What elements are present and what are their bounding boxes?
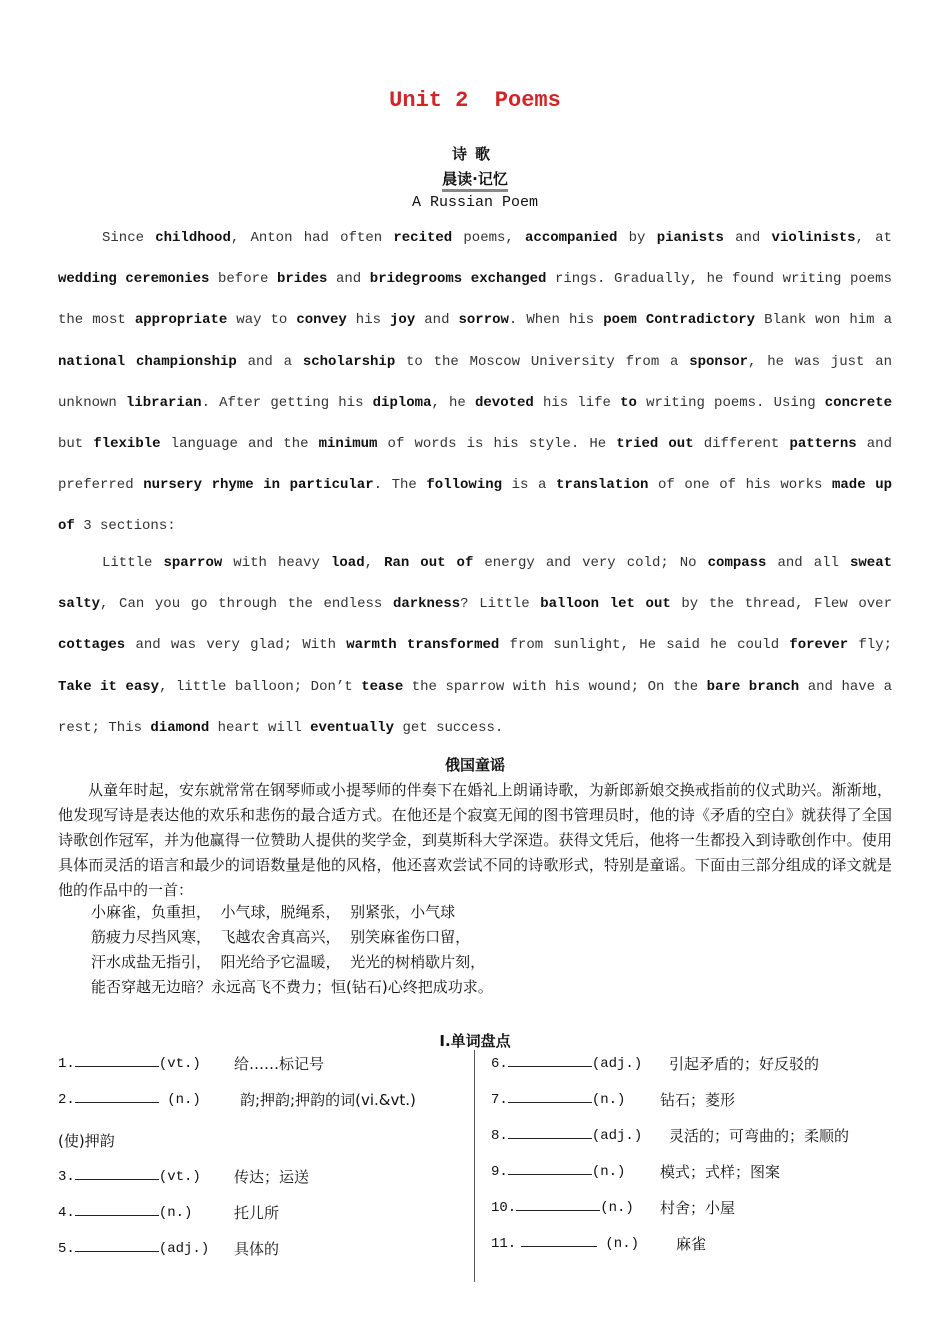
vocab-number: 1. xyxy=(58,1056,75,1072)
morning-read-label: 晨读·记忆 xyxy=(442,170,508,192)
vocab-item-7 xyxy=(491,1089,736,1109)
part-of-speech: (adj.) xyxy=(158,1241,210,1257)
vocab-meaning: 钻石；菱形 xyxy=(660,1091,736,1109)
answer-blank[interactable] xyxy=(75,1054,159,1067)
vocab-meaning: (使)押韵 xyxy=(58,1132,115,1150)
vocab-number: 7. xyxy=(491,1092,508,1108)
morning-read-heading xyxy=(0,168,950,189)
vocab-meaning: 托儿所 xyxy=(234,1204,280,1222)
vocab-meaning: 传达；运送 xyxy=(234,1168,310,1186)
part-of-speech: (vt.) xyxy=(158,1056,201,1072)
vocab-item-11 xyxy=(491,1233,707,1253)
vocab-meaning: 麻雀 xyxy=(676,1235,707,1253)
part-of-speech: (vt.) xyxy=(158,1169,201,1185)
answer-blank[interactable] xyxy=(521,1234,597,1247)
vocab-number: 4. xyxy=(58,1205,75,1221)
answer-blank[interactable] xyxy=(75,1090,159,1103)
vocab-number: 6. xyxy=(491,1056,508,1072)
vocabulary-title: Ⅰ.单词盘点 xyxy=(439,1032,511,1050)
answer-blank[interactable] xyxy=(75,1239,159,1252)
answer-blank[interactable] xyxy=(508,1162,592,1175)
part-of-speech: (n.) xyxy=(591,1092,626,1108)
vocab-meaning: 村舍；小屋 xyxy=(660,1199,736,1217)
answer-blank[interactable] xyxy=(516,1198,600,1211)
part-of-speech: (n.) xyxy=(158,1092,201,1108)
vocab-item-8 xyxy=(491,1125,850,1145)
vocab-number: 3. xyxy=(58,1169,75,1185)
part-of-speech: (n.) xyxy=(597,1236,640,1252)
unit-title: Unit 2 Poems xyxy=(389,88,561,113)
vocab-item-2-continued xyxy=(58,1130,115,1151)
vocab-item-2 xyxy=(58,1089,416,1109)
vocab-meaning: 韵;押韵;押韵的词(vi.&vt.) xyxy=(240,1091,416,1109)
vocab-number: 10. xyxy=(491,1200,517,1216)
part-of-speech: (adj.) xyxy=(591,1128,643,1144)
english-paragraph-1: Since childhood, Anton had often recited poems, accompanied by pianists and violinists, at wedding ceremonies before brides and bridegrooms exchanged rings. Gradually, he found writing poems the most appropriate way to convey his joy and sorrow. When his poem Contradictory Blank won him a national championship and a scholarship to the Moscow University from a sponsor, he was just an unknown librarian. After getting his diploma, he devoted his life to writing poems. Using concrete but flexible language and the minimum of words is his style. He tried out different patterns and preferred nursery rhyme in particular. The following is a translation of one of his works made up of 3 sections: xyxy=(58,230,893,535)
column-divider xyxy=(474,1050,475,1282)
part-of-speech: (adj.) xyxy=(591,1056,643,1072)
answer-blank[interactable] xyxy=(508,1054,592,1067)
part-of-speech: (n.) xyxy=(600,1200,634,1216)
vocab-number: 2. xyxy=(58,1092,75,1108)
vocab-item-5 xyxy=(58,1238,280,1258)
chinese-poem-line-1: 小麻雀，负重担， 小气球，脱绳系， 别紧张，小气球 xyxy=(91,903,456,921)
answer-blank[interactable] xyxy=(75,1203,159,1216)
answer-blank[interactable] xyxy=(508,1126,592,1139)
english-poem-title: A Russian Poem xyxy=(411,194,539,211)
vocab-number: 5. xyxy=(58,1241,75,1257)
answer-blank[interactable] xyxy=(75,1167,159,1180)
chinese-poem-line-3: 汗水成盐无指引， 阳光给予它温暖， 光光的树梢歇片刻， xyxy=(91,953,486,971)
chinese-poem-line-4: 能否穿越无边暗？永远高飞不费力；恒(钻石)心终把成功求。 xyxy=(91,978,493,996)
vocab-item-3 xyxy=(58,1166,310,1186)
chinese-paragraph: 从童年时起，安东就常常在钢琴师或小提琴师的伴奏下在婚礼上朗诵诗歌，为新郎新娘交换戒指前的仪式助兴。渐渐地，他发现写诗是表达他的欢乐和悲伤的最合适方式。在他还是个寂寞无闻的图书管理员时，他的诗《矛盾的空白》就获得了全国诗歌创作冠军，并为他赢得一位赞助人提供的奖学金，到莫斯科大学深造。获得文凭后，他将一生都投入到诗歌创作中。使用具体而灵活的语言和最少的词语数量是他的风格，他还喜欢尝试不同的诗歌形式，特别是童谣。下面由三部分组成的译文就是他的作品中的一首： xyxy=(58,781,892,899)
vocab-meaning: 引起矛盾的；好反驳的 xyxy=(669,1055,820,1073)
english-paragraph-2: Little sparrow with heavy load, Ran out of energy and very cold; No compass and all sweat salty, Can you go through the endless darkness? Little balloon let out by the thread, Flew over cottages and was very glad; With warmth transformed from sunlight, He said he could forever fly; Take it easy, little balloon; Don’t tease the sparrow with his wound; On the bare branch and have a rest; This diamond heart will eventually get success. xyxy=(58,555,893,736)
vocab-item-1 xyxy=(58,1053,325,1073)
vocab-item-9 xyxy=(491,1161,781,1181)
vocab-meaning: 具体的 xyxy=(234,1240,280,1258)
vocab-number: 9. xyxy=(491,1164,508,1180)
vocab-item-4 xyxy=(58,1202,280,1222)
part-of-speech: (n.) xyxy=(158,1205,193,1221)
vocab-item-10 xyxy=(491,1197,736,1217)
section-title-poem: 诗歌 xyxy=(451,145,498,163)
vocab-number: 8. xyxy=(491,1128,508,1144)
chinese-poem-line-2: 筋疲力尽挡风寒， 飞越农舍真高兴， 别笑麻雀伤口留， xyxy=(91,928,471,946)
vocab-item-6 xyxy=(491,1053,820,1073)
vocab-meaning: 给……标记号 xyxy=(234,1055,325,1073)
vocab-number: 11. xyxy=(491,1236,517,1252)
part-of-speech: (n.) xyxy=(591,1164,626,1180)
chinese-title: 俄国童谣 xyxy=(444,756,505,774)
vocab-meaning: 模式；式样；图案 xyxy=(660,1163,781,1181)
answer-blank[interactable] xyxy=(508,1090,592,1103)
vocab-meaning: 灵活的；可弯曲的；柔顺的 xyxy=(669,1127,850,1145)
